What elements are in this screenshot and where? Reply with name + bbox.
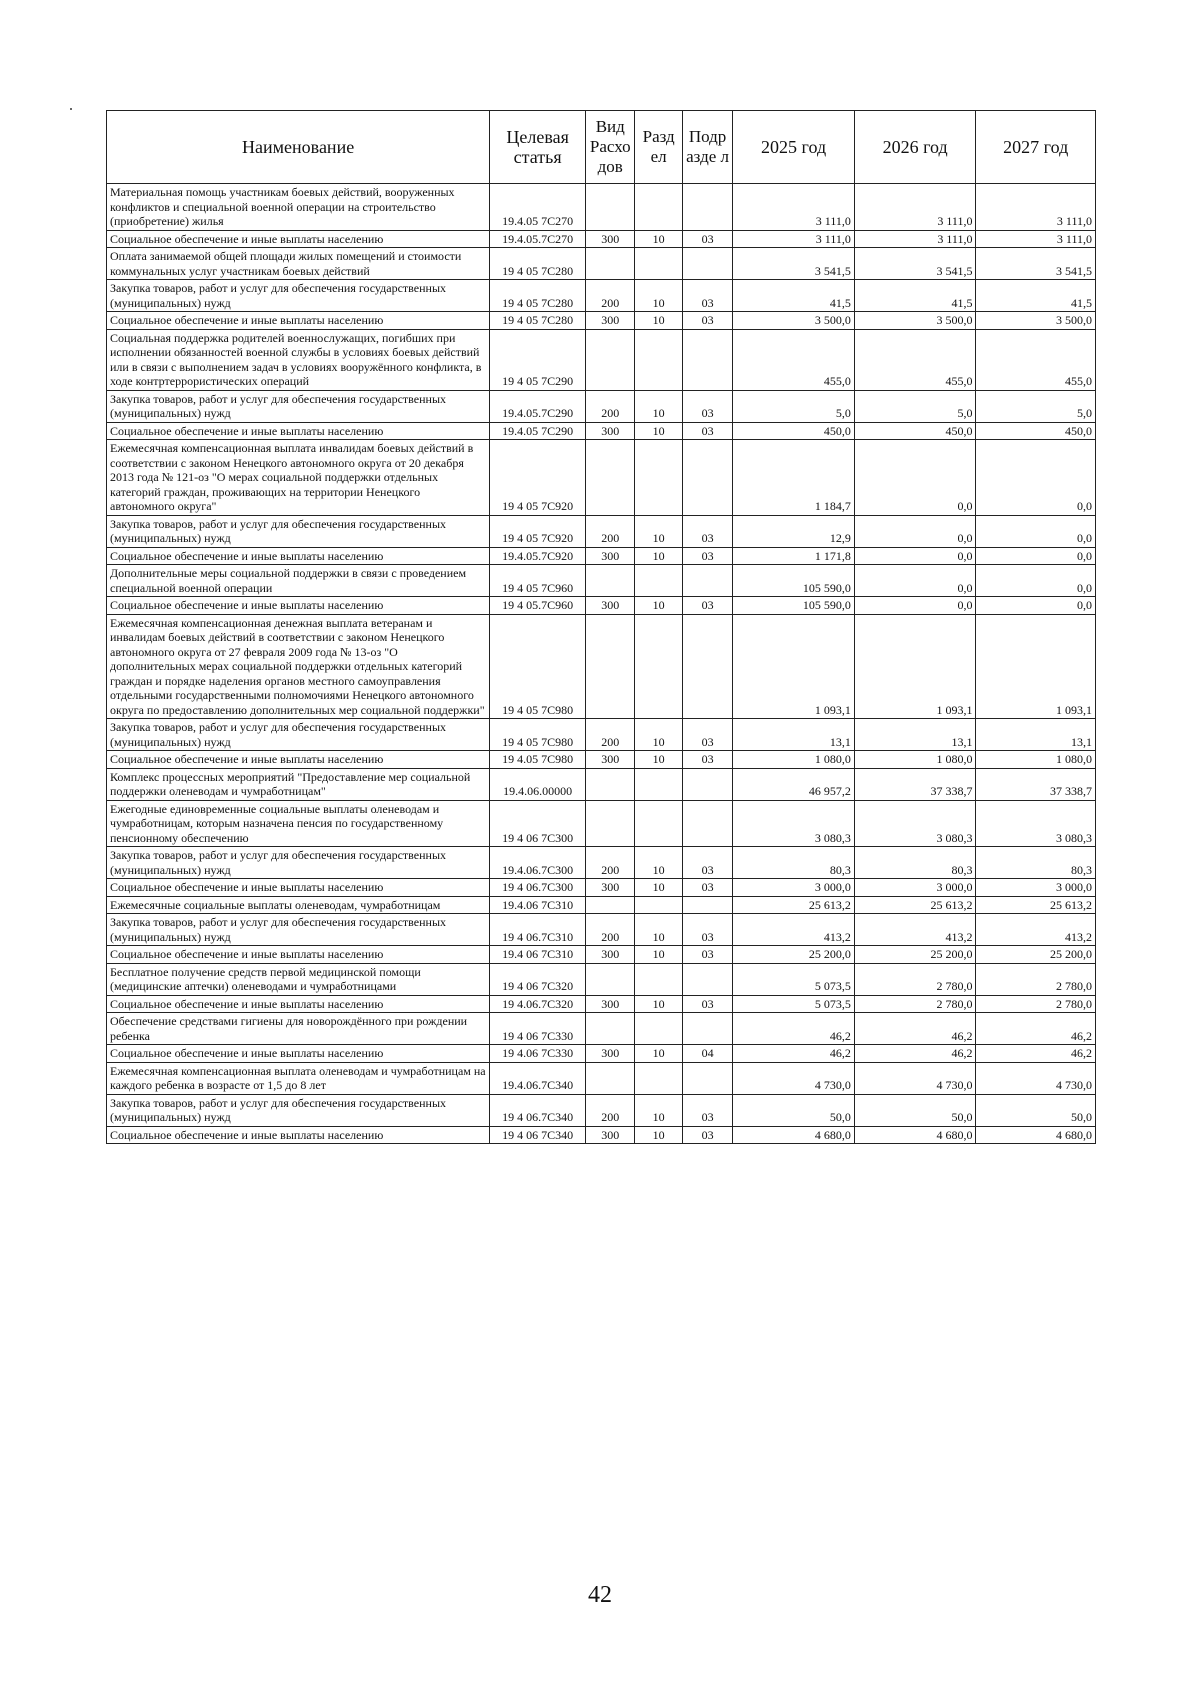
cell-expense-kind: 300 bbox=[586, 879, 635, 897]
table-row bbox=[107, 1062, 1096, 1094]
cell-2027: 46,2 bbox=[976, 1013, 1096, 1045]
header-expense-kind: Вид Расхо дов bbox=[586, 111, 635, 184]
header-2025: 2025 год bbox=[733, 111, 855, 184]
table-row bbox=[107, 230, 1096, 248]
table-row bbox=[107, 329, 1096, 390]
cell-target-article: 19 4 05 7C290 bbox=[490, 329, 586, 390]
cell-section bbox=[635, 614, 682, 719]
cell-2027: 3 000,0 bbox=[976, 879, 1096, 897]
cell-section bbox=[635, 800, 682, 847]
cell-expense-kind: 200 bbox=[586, 847, 635, 879]
cell-target-article: 19 4 05 7C920 bbox=[490, 515, 586, 547]
cell-expense-kind bbox=[586, 440, 635, 516]
table-row bbox=[107, 995, 1096, 1013]
cell-2025: 46,2 bbox=[733, 1045, 855, 1063]
cell-section bbox=[635, 184, 682, 231]
cell-expense-kind: 200 bbox=[586, 280, 635, 312]
cell-2026: 25 613,2 bbox=[854, 896, 976, 914]
table-row bbox=[107, 1094, 1096, 1126]
cell-target-article: 19 4 06 7C340 bbox=[490, 1126, 586, 1144]
cell-section bbox=[635, 565, 682, 597]
cell-name: Социальная поддержка родителей военнослужащих, погибших при исполнении обязанностей военной службы в условиях боевых действий или в связи с выполнением задач в условиях вооружённого конфликта, в ходе контртеррористических операций bbox=[107, 329, 490, 390]
cell-section: 10 bbox=[635, 230, 682, 248]
cell-2026: 46,2 bbox=[854, 1013, 976, 1045]
table-row bbox=[107, 896, 1096, 914]
cell-2027: 37 338,7 bbox=[976, 768, 1096, 800]
cell-expense-kind: 300 bbox=[586, 597, 635, 615]
cell-subsection bbox=[682, 440, 732, 516]
cell-subsection: 03 bbox=[682, 914, 732, 946]
cell-section: 10 bbox=[635, 995, 682, 1013]
cell-target-article: 19 4 05 7C280 bbox=[490, 312, 586, 330]
cell-2025: 41,5 bbox=[733, 280, 855, 312]
cell-name: Социальное обеспечение и иные выплаты населению bbox=[107, 230, 490, 248]
cell-2026: 1 080,0 bbox=[854, 751, 976, 769]
cell-2027: 41,5 bbox=[976, 280, 1096, 312]
cell-target-article: 19 4 05 7C980 bbox=[490, 719, 586, 751]
cell-subsection: 03 bbox=[682, 847, 732, 879]
cell-name: Социальное обеспечение и иные выплаты населению bbox=[107, 751, 490, 769]
cell-2026: 4 730,0 bbox=[854, 1062, 976, 1094]
cell-name: Ежемесячная компенсационная выплата оленеводам и чумработницам на каждого ребенка в возрасте от 1,5 до 8 лет bbox=[107, 1062, 490, 1094]
cell-2026: 0,0 bbox=[854, 547, 976, 565]
cell-subsection bbox=[682, 1062, 732, 1094]
budget-table-wrapper bbox=[106, 110, 1096, 1144]
cell-section: 10 bbox=[635, 719, 682, 751]
cell-name: Ежемесячная компенсационная выплата инвалидам боевых действий в соответствии с законом Ненецкого автономного округа от 20 декабря 2013 года № 121-оз "О мерах социальной поддержки отдельных категорий граждан, проживающих на территории Ненецкого автономного округа" bbox=[107, 440, 490, 516]
cell-target-article: 19 4 05.7C960 bbox=[490, 597, 586, 615]
cell-expense-kind: 300 bbox=[586, 312, 635, 330]
table-row bbox=[107, 280, 1096, 312]
cell-2027: 3 111,0 bbox=[976, 184, 1096, 231]
cell-expense-kind bbox=[586, 184, 635, 231]
cell-name: Ежемесячная компенсационная денежная выплата ветеранам и инвалидам боевых действий в соответствии с законом Ненецкого автономного округа от 27 февраля 2009 года № 13-оз "О дополнительных мерах социальной поддержки отдельных категорий граждан и порядке наделения органов местного самоуправления отдельными государственными полномочиями Ненецкого автономного округа по предоставлению дополнительных мер социальной поддержки" bbox=[107, 614, 490, 719]
cell-2025: 46,2 bbox=[733, 1013, 855, 1045]
table-row bbox=[107, 719, 1096, 751]
cell-expense-kind bbox=[586, 1062, 635, 1094]
cell-target-article: 19 4 05 7C960 bbox=[490, 565, 586, 597]
cell-2026: 3 111,0 bbox=[854, 230, 976, 248]
cell-name: Закупка товаров, работ и услуг для обеспечения государственных (муниципальных) нужд bbox=[107, 1094, 490, 1126]
cell-name: Социальное обеспечение и иные выплаты населению bbox=[107, 879, 490, 897]
table-row bbox=[107, 1013, 1096, 1045]
table-row bbox=[107, 963, 1096, 995]
cell-expense-kind bbox=[586, 329, 635, 390]
table-row bbox=[107, 312, 1096, 330]
cell-2027: 0,0 bbox=[976, 565, 1096, 597]
cell-section: 10 bbox=[635, 422, 682, 440]
cell-subsection bbox=[682, 248, 732, 280]
cell-target-article: 19.4.05 7C270 bbox=[490, 184, 586, 231]
cell-name: Закупка товаров, работ и услуг для обеспечения государственных (муниципальных) нужд bbox=[107, 280, 490, 312]
cell-subsection: 03 bbox=[682, 1126, 732, 1144]
cell-section: 10 bbox=[635, 1094, 682, 1126]
cell-section bbox=[635, 1013, 682, 1045]
table-row bbox=[107, 597, 1096, 615]
cell-2025: 450,0 bbox=[733, 422, 855, 440]
cell-2027: 455,0 bbox=[976, 329, 1096, 390]
table-row bbox=[107, 614, 1096, 719]
cell-2026: 25 200,0 bbox=[854, 946, 976, 964]
cell-name: Социальное обеспечение и иные выплаты населению bbox=[107, 946, 490, 964]
cell-name: Бесплатное получение средств первой медицинской помощи (медицинские аптечки) оленеводами и чумработницами bbox=[107, 963, 490, 995]
cell-target-article: 19 4 06.7C300 bbox=[490, 879, 586, 897]
cell-target-article: 19 4 06 7C320 bbox=[490, 963, 586, 995]
cell-expense-kind: 300 bbox=[586, 995, 635, 1013]
cell-2027: 80,3 bbox=[976, 847, 1096, 879]
cell-section: 10 bbox=[635, 547, 682, 565]
cell-section: 10 bbox=[635, 515, 682, 547]
cell-2025: 4 730,0 bbox=[733, 1062, 855, 1094]
cell-subsection: 03 bbox=[682, 879, 732, 897]
cell-section: 10 bbox=[635, 390, 682, 422]
cell-2026: 5,0 bbox=[854, 390, 976, 422]
cell-section: 10 bbox=[635, 914, 682, 946]
cell-name: Закупка товаров, работ и услуг для обеспечения государственных (муниципальных) нужд bbox=[107, 719, 490, 751]
cell-2027: 0,0 bbox=[976, 515, 1096, 547]
cell-2027: 413,2 bbox=[976, 914, 1096, 946]
cell-target-article: 19.4 06 7C310 bbox=[490, 946, 586, 964]
cell-2026: 3 541,5 bbox=[854, 248, 976, 280]
cell-subsection: 03 bbox=[682, 312, 732, 330]
cell-subsection bbox=[682, 1013, 732, 1045]
cell-2027: 1 093,1 bbox=[976, 614, 1096, 719]
table-row bbox=[107, 248, 1096, 280]
cell-2026: 0,0 bbox=[854, 440, 976, 516]
table-row bbox=[107, 914, 1096, 946]
table-row bbox=[107, 768, 1096, 800]
cell-2025: 3 080,3 bbox=[733, 800, 855, 847]
budget-table bbox=[106, 110, 1096, 1144]
cell-name: Закупка товаров, работ и услуг для обеспечения государственных (муниципальных) нужд bbox=[107, 390, 490, 422]
cell-2025: 413,2 bbox=[733, 914, 855, 946]
cell-2025: 4 680,0 bbox=[733, 1126, 855, 1144]
header-name: Наименование bbox=[107, 111, 490, 184]
cell-2025: 25 613,2 bbox=[733, 896, 855, 914]
cell-2026: 0,0 bbox=[854, 597, 976, 615]
cell-2026: 0,0 bbox=[854, 515, 976, 547]
cell-subsection bbox=[682, 329, 732, 390]
cell-2025: 3 111,0 bbox=[733, 184, 855, 231]
table-row bbox=[107, 184, 1096, 231]
cell-target-article: 19.4.05.7C920 bbox=[490, 547, 586, 565]
cell-expense-kind: 200 bbox=[586, 719, 635, 751]
cell-2027: 3 111,0 bbox=[976, 230, 1096, 248]
cell-subsection bbox=[682, 768, 732, 800]
cell-section bbox=[635, 768, 682, 800]
cell-2027: 46,2 bbox=[976, 1045, 1096, 1063]
cell-target-article: 19 4.06.7C320 bbox=[490, 995, 586, 1013]
cell-2027: 3 500,0 bbox=[976, 312, 1096, 330]
cell-2025: 12,9 bbox=[733, 515, 855, 547]
cell-name: Комплекс процессных мероприятий "Предоставление мер социальной поддержки оленеводам и чумработницам" bbox=[107, 768, 490, 800]
cell-expense-kind: 200 bbox=[586, 1094, 635, 1126]
cell-subsection: 03 bbox=[682, 1094, 732, 1126]
cell-subsection: 03 bbox=[682, 995, 732, 1013]
cell-section: 10 bbox=[635, 879, 682, 897]
cell-subsection bbox=[682, 184, 732, 231]
cell-2026: 3 500,0 bbox=[854, 312, 976, 330]
cell-section: 10 bbox=[635, 597, 682, 615]
cell-2026: 450,0 bbox=[854, 422, 976, 440]
cell-section: 10 bbox=[635, 1126, 682, 1144]
cell-target-article: 19.4.06.7C300 bbox=[490, 847, 586, 879]
cell-section bbox=[635, 896, 682, 914]
cell-2025: 5 073,5 bbox=[733, 995, 855, 1013]
header-2027: 2027 год bbox=[976, 111, 1096, 184]
cell-name: Социальное обеспечение и иные выплаты населению bbox=[107, 1126, 490, 1144]
cell-subsection: 03 bbox=[682, 390, 732, 422]
cell-2027: 450,0 bbox=[976, 422, 1096, 440]
cell-expense-kind bbox=[586, 896, 635, 914]
cell-2026: 13,1 bbox=[854, 719, 976, 751]
cell-target-article: 19 4 05 7C920 bbox=[490, 440, 586, 516]
cell-2025: 46 957,2 bbox=[733, 768, 855, 800]
table-row bbox=[107, 1126, 1096, 1144]
cell-expense-kind: 200 bbox=[586, 914, 635, 946]
cell-2026: 37 338,7 bbox=[854, 768, 976, 800]
cell-name: Социальное обеспечение и иные выплаты населению bbox=[107, 1045, 490, 1063]
cell-2026: 4 680,0 bbox=[854, 1126, 976, 1144]
cell-2025: 50,0 bbox=[733, 1094, 855, 1126]
table-header-row bbox=[107, 111, 1096, 184]
cell-2026: 3 080,3 bbox=[854, 800, 976, 847]
cell-2026: 41,5 bbox=[854, 280, 976, 312]
cell-2027: 2 780,0 bbox=[976, 963, 1096, 995]
cell-2025: 1 080,0 bbox=[733, 751, 855, 769]
cell-name: Социальное обеспечение и иные выплаты населению bbox=[107, 995, 490, 1013]
cell-subsection: 03 bbox=[682, 515, 732, 547]
cell-2025: 1 093,1 bbox=[733, 614, 855, 719]
cell-expense-kind: 300 bbox=[586, 1126, 635, 1144]
cell-name: Социальное обеспечение и иные выплаты населению bbox=[107, 312, 490, 330]
cell-name: Закупка товаров, работ и услуг для обеспечения государственных (муниципальных) нужд bbox=[107, 914, 490, 946]
cell-2027: 5,0 bbox=[976, 390, 1096, 422]
cell-target-article: 19 4 05 7C980 bbox=[490, 614, 586, 719]
cell-2027: 50,0 bbox=[976, 1094, 1096, 1126]
header-subsection: Подр азде л bbox=[682, 111, 732, 184]
table-row bbox=[107, 751, 1096, 769]
cell-subsection bbox=[682, 963, 732, 995]
cell-2025: 13,1 bbox=[733, 719, 855, 751]
cell-subsection: 03 bbox=[682, 946, 732, 964]
cell-section bbox=[635, 329, 682, 390]
cell-section bbox=[635, 248, 682, 280]
table-row bbox=[107, 800, 1096, 847]
cell-section bbox=[635, 963, 682, 995]
cell-2025: 455,0 bbox=[733, 329, 855, 390]
table-body bbox=[107, 184, 1096, 1144]
cell-subsection: 03 bbox=[682, 230, 732, 248]
table-row bbox=[107, 565, 1096, 597]
cell-2025: 5,0 bbox=[733, 390, 855, 422]
cell-2025: 105 590,0 bbox=[733, 597, 855, 615]
cell-subsection: 03 bbox=[682, 547, 732, 565]
cell-target-article: 19.4.05.7C270 bbox=[490, 230, 586, 248]
cell-expense-kind: 300 bbox=[586, 751, 635, 769]
cell-target-article: 19.4.06 7C310 bbox=[490, 896, 586, 914]
cell-subsection: 04 bbox=[682, 1045, 732, 1063]
cell-expense-kind bbox=[586, 1013, 635, 1045]
cell-name: Закупка товаров, работ и услуг для обеспечения государственных (муниципальных) нужд bbox=[107, 847, 490, 879]
cell-section: 10 bbox=[635, 1045, 682, 1063]
cell-target-article: 19 4.06 7C330 bbox=[490, 1045, 586, 1063]
page-number: 42 bbox=[588, 1582, 612, 1608]
header-target-article: Целевая статья bbox=[490, 111, 586, 184]
cell-section bbox=[635, 1062, 682, 1094]
cell-target-article: 19 4 06.7C310 bbox=[490, 914, 586, 946]
cell-2026: 50,0 bbox=[854, 1094, 976, 1126]
cell-2026: 455,0 bbox=[854, 329, 976, 390]
cell-target-article: 19 4 05 7C280 bbox=[490, 280, 586, 312]
cell-subsection bbox=[682, 896, 732, 914]
cell-2027: 0,0 bbox=[976, 547, 1096, 565]
header-2026: 2026 год bbox=[854, 111, 976, 184]
cell-expense-kind: 200 bbox=[586, 515, 635, 547]
cell-expense-kind bbox=[586, 248, 635, 280]
table-row bbox=[107, 515, 1096, 547]
cell-section: 10 bbox=[635, 280, 682, 312]
cell-expense-kind: 300 bbox=[586, 1045, 635, 1063]
cell-2027: 0,0 bbox=[976, 440, 1096, 516]
scan-speck bbox=[70, 108, 72, 110]
cell-name: Обеспечение средствами гигиены для новорождённого при рождении ребенка bbox=[107, 1013, 490, 1045]
cell-name: Закупка товаров, работ и услуг для обеспечения государственных (муниципальных) нужд bbox=[107, 515, 490, 547]
cell-2025: 80,3 bbox=[733, 847, 855, 879]
cell-target-article: 19.4.05.7C290 bbox=[490, 390, 586, 422]
table-row bbox=[107, 847, 1096, 879]
cell-target-article: 19 4 06 7C330 bbox=[490, 1013, 586, 1045]
cell-subsection bbox=[682, 565, 732, 597]
cell-2026: 2 780,0 bbox=[854, 963, 976, 995]
cell-2027: 25 613,2 bbox=[976, 896, 1096, 914]
cell-2027: 4 730,0 bbox=[976, 1062, 1096, 1094]
cell-2025: 5 073,5 bbox=[733, 963, 855, 995]
table-row bbox=[107, 547, 1096, 565]
table-row bbox=[107, 422, 1096, 440]
cell-target-article: 19 4 06 7C300 bbox=[490, 800, 586, 847]
header-section: Разд ел bbox=[635, 111, 682, 184]
cell-target-article: 19 4.05 7C980 bbox=[490, 751, 586, 769]
cell-expense-kind: 300 bbox=[586, 946, 635, 964]
cell-section: 10 bbox=[635, 312, 682, 330]
cell-target-article: 19.4.06.7C340 bbox=[490, 1062, 586, 1094]
cell-name: Ежемесячные социальные выплаты оленеводам, чумработницам bbox=[107, 896, 490, 914]
cell-2025: 105 590,0 bbox=[733, 565, 855, 597]
table-row bbox=[107, 440, 1096, 516]
cell-2025: 3 500,0 bbox=[733, 312, 855, 330]
cell-subsection: 03 bbox=[682, 597, 732, 615]
cell-2026: 80,3 bbox=[854, 847, 976, 879]
cell-expense-kind bbox=[586, 614, 635, 719]
cell-target-article: 19 4 06.7C340 bbox=[490, 1094, 586, 1126]
cell-subsection bbox=[682, 614, 732, 719]
cell-2025: 1 171,8 bbox=[733, 547, 855, 565]
cell-expense-kind: 300 bbox=[586, 547, 635, 565]
cell-subsection: 03 bbox=[682, 751, 732, 769]
table-row bbox=[107, 879, 1096, 897]
cell-name: Оплата занимаемой общей площади жилых помещений и стоимости коммунальных услуг участникам боевых действий bbox=[107, 248, 490, 280]
table-row bbox=[107, 1045, 1096, 1063]
cell-2027: 3 541,5 bbox=[976, 248, 1096, 280]
cell-2026: 46,2 bbox=[854, 1045, 976, 1063]
cell-expense-kind: 200 bbox=[586, 390, 635, 422]
cell-subsection bbox=[682, 800, 732, 847]
cell-expense-kind bbox=[586, 800, 635, 847]
cell-2025: 25 200,0 bbox=[733, 946, 855, 964]
cell-target-article: 19 4 05 7C280 bbox=[490, 248, 586, 280]
cell-2027: 2 780,0 bbox=[976, 995, 1096, 1013]
cell-section bbox=[635, 440, 682, 516]
cell-2027: 0,0 bbox=[976, 597, 1096, 615]
cell-2025: 3 541,5 bbox=[733, 248, 855, 280]
cell-2027: 13,1 bbox=[976, 719, 1096, 751]
cell-expense-kind bbox=[586, 768, 635, 800]
cell-2026: 0,0 bbox=[854, 565, 976, 597]
cell-2027: 4 680,0 bbox=[976, 1126, 1096, 1144]
cell-subsection: 03 bbox=[682, 280, 732, 312]
cell-section: 10 bbox=[635, 751, 682, 769]
cell-2027: 1 080,0 bbox=[976, 751, 1096, 769]
cell-name: Социальное обеспечение и иные выплаты населению bbox=[107, 422, 490, 440]
table-row bbox=[107, 946, 1096, 964]
cell-section: 10 bbox=[635, 946, 682, 964]
cell-2026: 3 000,0 bbox=[854, 879, 976, 897]
cell-2025: 3 000,0 bbox=[733, 879, 855, 897]
table-row bbox=[107, 390, 1096, 422]
cell-2027: 3 080,3 bbox=[976, 800, 1096, 847]
cell-2025: 3 111,0 bbox=[733, 230, 855, 248]
cell-name: Дополнительные меры социальной поддержки в связи с проведением специальной военной операции bbox=[107, 565, 490, 597]
cell-2026: 3 111,0 bbox=[854, 184, 976, 231]
cell-target-article: 19.4.05 7C290 bbox=[490, 422, 586, 440]
cell-expense-kind: 300 bbox=[586, 230, 635, 248]
cell-2026: 413,2 bbox=[854, 914, 976, 946]
cell-target-article: 19.4.06.00000 bbox=[490, 768, 586, 800]
cell-subsection: 03 bbox=[682, 719, 732, 751]
cell-name: Социальное обеспечение и иные выплаты населению bbox=[107, 597, 490, 615]
cell-section: 10 bbox=[635, 847, 682, 879]
cell-subsection: 03 bbox=[682, 422, 732, 440]
cell-name: Социальное обеспечение и иные выплаты населению bbox=[107, 547, 490, 565]
cell-2026: 2 780,0 bbox=[854, 995, 976, 1013]
cell-expense-kind bbox=[586, 565, 635, 597]
cell-2026: 1 093,1 bbox=[854, 614, 976, 719]
cell-2027: 25 200,0 bbox=[976, 946, 1096, 964]
cell-name: Ежегодные единовременные социальные выплаты оленеводам и чумработницам, которым назначена пенсия по государственному пенсионному обеспечению bbox=[107, 800, 490, 847]
cell-expense-kind bbox=[586, 963, 635, 995]
cell-2025: 1 184,7 bbox=[733, 440, 855, 516]
cell-expense-kind: 300 bbox=[586, 422, 635, 440]
cell-name: Материальная помощь участникам боевых действий, вооруженных конфликтов и специальной военной операции на строительство (приобретение) жилья bbox=[107, 184, 490, 231]
